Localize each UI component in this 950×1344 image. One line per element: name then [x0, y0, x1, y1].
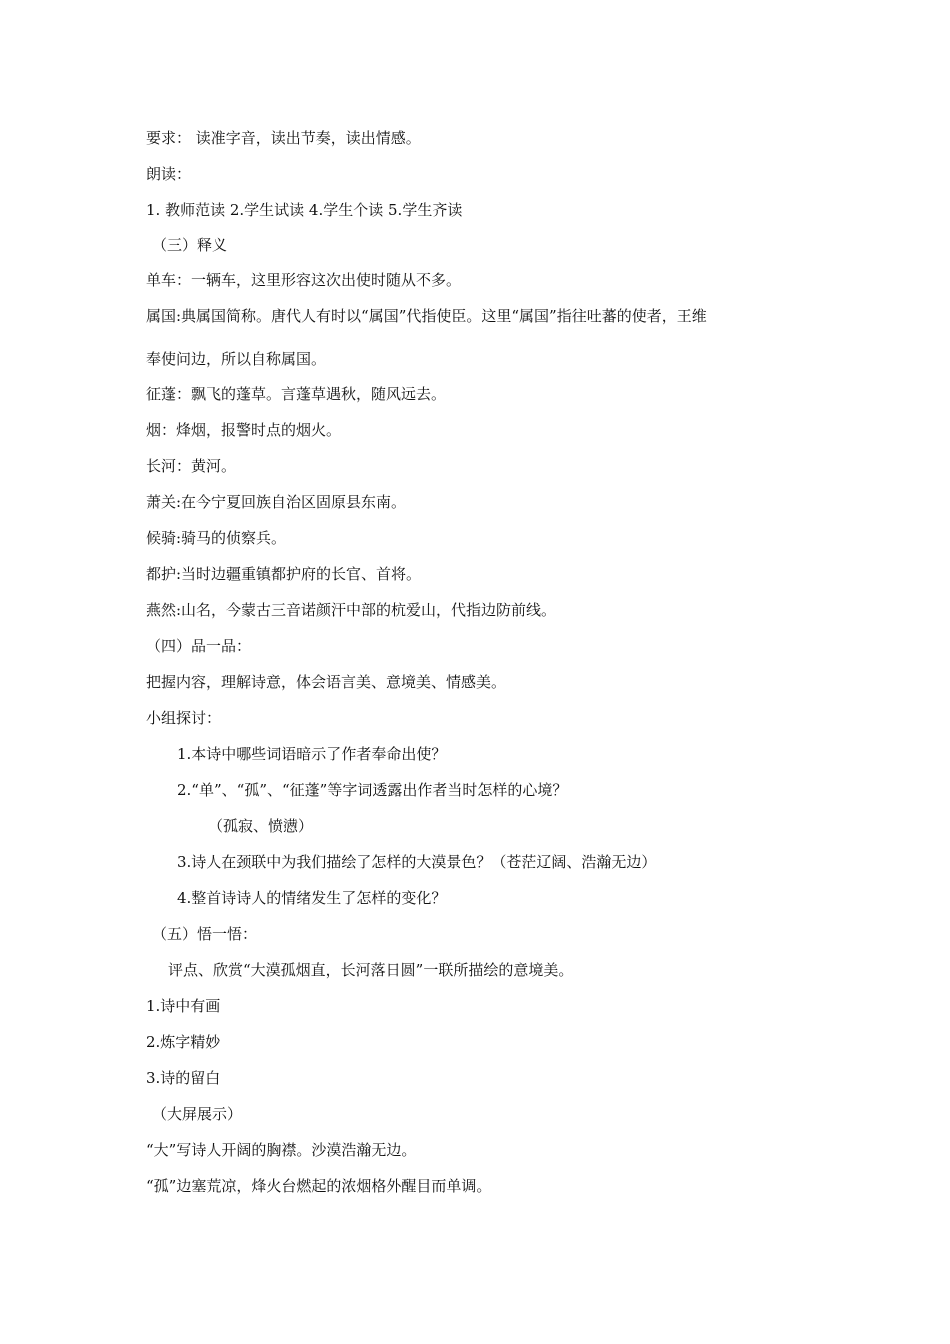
definition-item: 候骑:骑马的侦察兵。	[146, 529, 287, 547]
definition-item: 长河：黄河。	[146, 457, 237, 475]
section-heading-understand: （五）悟一悟：	[152, 925, 258, 943]
body-text: 把握内容，理解诗意，体会语言美、意境美、情感美。	[146, 673, 507, 691]
discussion-question: 2.“单”、“孤”、“征蓬”等字词透露出作者当时怎样的心境？	[177, 781, 568, 799]
discussion-question: 1.本诗中哪些词语暗示了作者奉命出使？	[177, 745, 447, 763]
discussion-question: 4.整首诗诗人的情绪发生了怎样的变化？	[177, 889, 447, 907]
body-text: “孤”边塞荒凉，烽火台燃起的浓烟格外醒目而单调。	[146, 1177, 492, 1195]
section-heading-appreciate: （四）品一品：	[146, 637, 252, 655]
definition-item: 萧关:在今宁夏回族自治区固原县东南。	[146, 493, 407, 511]
requirement-line: 要求： 读准字音，读出节奏，读出情感。	[146, 129, 421, 147]
screen-display-label: （大屏展示）	[152, 1105, 243, 1123]
list-item: 3.诗的留白	[146, 1069, 221, 1087]
definition-item: 属国:典属国简称。唐代人有时以“属国”代指使臣。这里“属国”指往吐蕃的使者，王维	[146, 307, 707, 325]
reading-heading: 朗读：	[146, 165, 192, 183]
discussion-question: 3.诗人在颈联中为我们描绘了怎样的大漠景色？（苍茫辽阔、浩瀚无边）	[177, 853, 657, 871]
body-text: 评点、欣赏“大漠孤烟直，长河落日圆”一联所描绘的意境美。	[168, 961, 574, 979]
group-discussion-heading: 小组探讨：	[146, 709, 222, 727]
definition-item: 都护:当时边疆重镇都护府的长官、首将。	[146, 565, 422, 583]
reading-steps: 1. 教师范读 2.学生试读 4.学生个读 5.学生齐读	[146, 201, 463, 219]
definition-item: 烟：烽烟，报警时点的烟火。	[146, 421, 342, 439]
list-item: 1.诗中有画	[146, 997, 221, 1015]
definition-item: 征蓬：飘飞的蓬草。言蓬草遇秋，随风远去。	[146, 385, 447, 403]
body-text: “大”写诗人开阔的胸襟。沙漠浩瀚无边。	[146, 1141, 417, 1159]
definition-item-continuation: 奉使问边，所以自称属国。	[146, 350, 327, 368]
definition-item: 燕然:山名，今蒙古三音诺颜汗中部的杭爱山，代指边防前线。	[146, 601, 557, 619]
list-item: 2.炼字精妙	[146, 1033, 221, 1051]
section-heading-definitions: （三）释义	[152, 236, 228, 254]
discussion-answer: （孤寂、愤懑）	[208, 817, 314, 835]
definition-item: 单车：一辆车，这里形容这次出使时随从不多。	[146, 271, 462, 289]
